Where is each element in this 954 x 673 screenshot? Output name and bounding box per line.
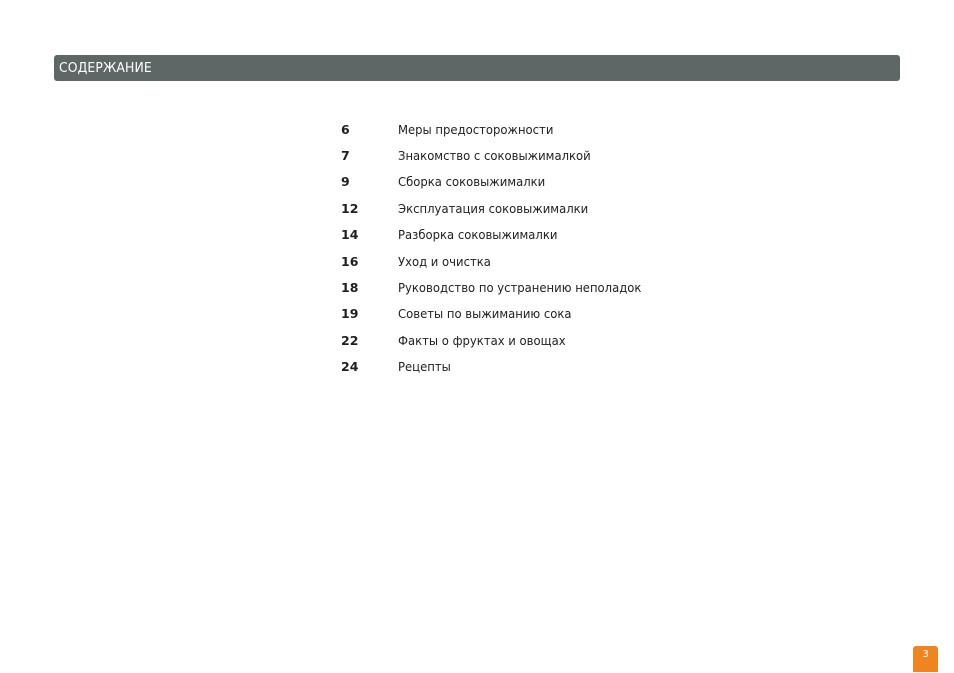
toc-entry-title: Факты о фруктах и овощах [398, 332, 566, 348]
toc-entry[interactable] [341, 169, 660, 195]
toc-entry[interactable] [341, 116, 660, 142]
toc-entry[interactable] [341, 274, 660, 300]
toc-page-number: 19 [341, 306, 359, 322]
toc-entry[interactable] [341, 301, 660, 327]
toc-page-number: 6 [341, 121, 350, 137]
toc-page-number: 12 [341, 200, 359, 216]
toc-entry[interactable] [341, 248, 660, 274]
toc-entry-title: Уход и очистка [398, 253, 491, 269]
toc-entry-title: Меры предосторожности [398, 121, 554, 137]
toc-page-number: 18 [341, 280, 359, 296]
toc-page-number: 9 [341, 174, 350, 190]
toc-entry[interactable] [341, 142, 660, 168]
toc-entry-title: Знакомство с соковыжималкой [398, 148, 591, 164]
toc-entry-title: Эксплуатация соковыжималки [398, 200, 589, 216]
toc-entry[interactable] [341, 195, 660, 221]
toc-entry[interactable] [341, 222, 660, 248]
section-header-bar [54, 55, 900, 81]
toc-page-number: 7 [341, 148, 350, 164]
page-number-badge [913, 646, 938, 672]
toc-entry-title: Разборка соковыжималки [398, 227, 558, 243]
toc-entry[interactable] [341, 354, 660, 380]
toc-entry-title: Руководство по устранению неполадок [398, 280, 642, 296]
toc-page-number: 24 [341, 359, 359, 375]
toc-page-number: 14 [341, 227, 359, 243]
toc-entry-title: Сборка соковыжималки [398, 174, 546, 190]
toc-entry[interactable] [341, 327, 660, 353]
toc-entry-title: Советы по выжиманию сока [398, 306, 572, 322]
toc-entry-title: Рецепты [398, 359, 451, 375]
toc-page-number: 16 [341, 253, 359, 269]
page-number: 3 [922, 649, 929, 660]
toc-page-number: 22 [341, 332, 359, 348]
table-of-contents [341, 116, 660, 380]
section-title: СОДЕРЖАНИЕ [59, 60, 152, 76]
